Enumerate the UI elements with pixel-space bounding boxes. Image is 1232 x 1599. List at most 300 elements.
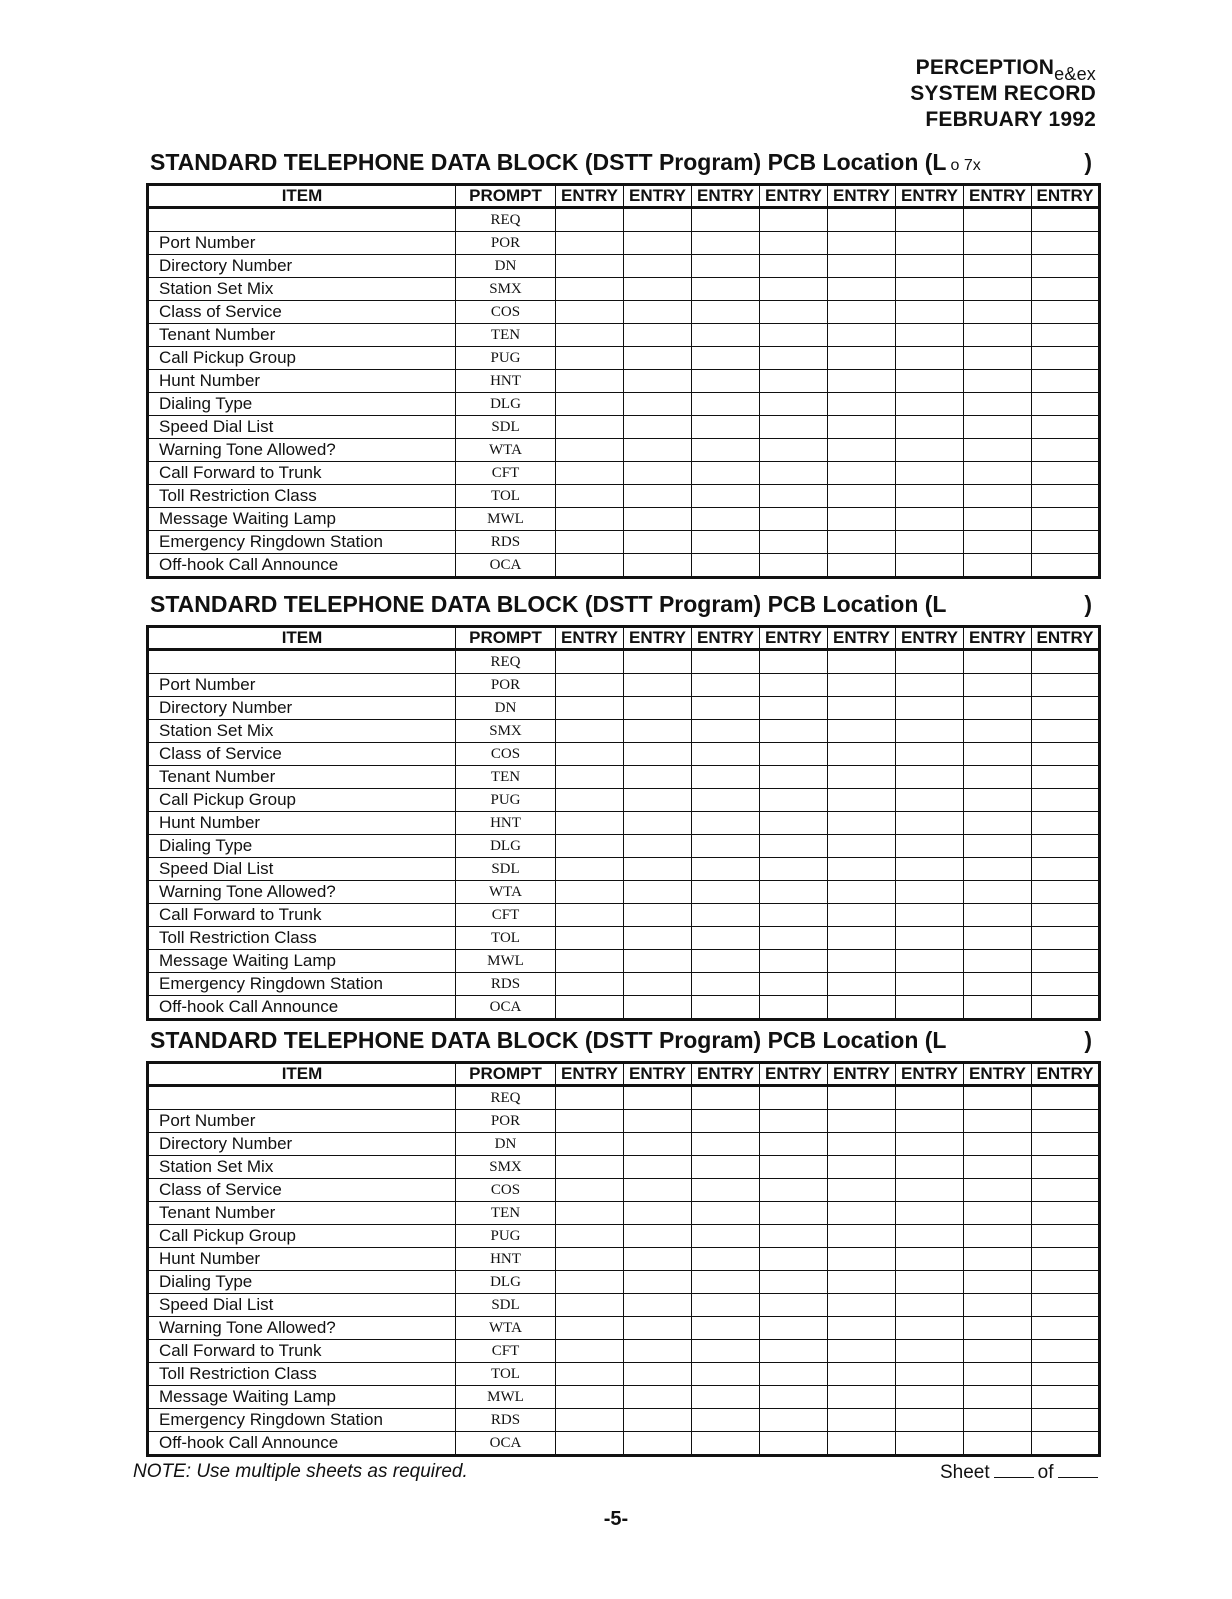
- entry-cell[interactable]: [692, 1248, 760, 1271]
- entry-cell[interactable]: [624, 650, 692, 674]
- entry-cell[interactable]: [556, 1294, 624, 1317]
- entry-cell[interactable]: [556, 301, 624, 324]
- entry-cell[interactable]: [896, 674, 964, 697]
- entry-cell[interactable]: [964, 650, 1032, 674]
- entry-cell[interactable]: [828, 1363, 896, 1386]
- entry-cell[interactable]: [964, 973, 1032, 996]
- entry-cell[interactable]: [1032, 324, 1100, 347]
- entry-cell[interactable]: [964, 812, 1032, 835]
- entry-cell[interactable]: [556, 835, 624, 858]
- entry-cell[interactable]: [896, 462, 964, 485]
- entry-cell[interactable]: [896, 1248, 964, 1271]
- entry-cell[interactable]: [964, 347, 1032, 370]
- entry-cell[interactable]: [760, 881, 828, 904]
- entry-cell[interactable]: [964, 858, 1032, 881]
- entry-cell[interactable]: [692, 508, 760, 531]
- entry-cell[interactable]: [896, 1179, 964, 1202]
- entry-cell[interactable]: [760, 508, 828, 531]
- entry-cell[interactable]: [624, 439, 692, 462]
- entry-cell[interactable]: [692, 858, 760, 881]
- entry-cell[interactable]: [828, 1202, 896, 1225]
- entry-cell[interactable]: [692, 416, 760, 439]
- entry-cell[interactable]: [964, 370, 1032, 393]
- entry-cell[interactable]: [624, 1133, 692, 1156]
- entry-cell[interactable]: [1032, 927, 1100, 950]
- entry-cell[interactable]: [896, 1225, 964, 1248]
- entry-cell[interactable]: [1032, 278, 1100, 301]
- entry-cell[interactable]: [896, 835, 964, 858]
- entry-cell[interactable]: [760, 1317, 828, 1340]
- entry-cell[interactable]: [624, 674, 692, 697]
- entry-cell[interactable]: [556, 439, 624, 462]
- entry-cell[interactable]: [1032, 255, 1100, 278]
- entry-cell[interactable]: [624, 255, 692, 278]
- entry-cell[interactable]: [692, 996, 760, 1020]
- entry-cell[interactable]: [760, 1225, 828, 1248]
- entry-cell[interactable]: [692, 531, 760, 554]
- entry-cell[interactable]: [556, 650, 624, 674]
- entry-cell[interactable]: [1032, 1271, 1100, 1294]
- entry-cell[interactable]: [556, 674, 624, 697]
- entry-cell[interactable]: [760, 697, 828, 720]
- entry-cell[interactable]: [964, 255, 1032, 278]
- entry-cell[interactable]: [964, 904, 1032, 927]
- entry-cell[interactable]: [760, 347, 828, 370]
- entry-cell[interactable]: [828, 720, 896, 743]
- entry-cell[interactable]: [964, 1317, 1032, 1340]
- entry-cell[interactable]: [896, 1133, 964, 1156]
- entry-cell[interactable]: [1032, 996, 1100, 1020]
- entry-cell[interactable]: [624, 416, 692, 439]
- entry-cell[interactable]: [692, 697, 760, 720]
- entry-cell[interactable]: [624, 1086, 692, 1110]
- entry-cell[interactable]: [760, 1294, 828, 1317]
- entry-cell[interactable]: [760, 927, 828, 950]
- entry-cell[interactable]: [692, 904, 760, 927]
- entry-cell[interactable]: [896, 1363, 964, 1386]
- entry-cell[interactable]: [896, 416, 964, 439]
- entry-cell[interactable]: [896, 347, 964, 370]
- entry-cell[interactable]: [760, 439, 828, 462]
- entry-cell[interactable]: [964, 674, 1032, 697]
- entry-cell[interactable]: [964, 462, 1032, 485]
- entry-cell[interactable]: [692, 1271, 760, 1294]
- entry-cell[interactable]: [964, 1363, 1032, 1386]
- entry-cell[interactable]: [1032, 439, 1100, 462]
- entry-cell[interactable]: [1032, 347, 1100, 370]
- entry-cell[interactable]: [1032, 1179, 1100, 1202]
- entry-cell[interactable]: [1032, 835, 1100, 858]
- entry-cell[interactable]: [556, 858, 624, 881]
- entry-cell[interactable]: [896, 927, 964, 950]
- entry-cell[interactable]: [964, 720, 1032, 743]
- entry-cell[interactable]: [964, 1294, 1032, 1317]
- entry-cell[interactable]: [1032, 950, 1100, 973]
- entry-cell[interactable]: [828, 950, 896, 973]
- entry-cell[interactable]: [692, 927, 760, 950]
- entry-cell[interactable]: [1032, 1110, 1100, 1133]
- entry-cell[interactable]: [760, 1432, 828, 1456]
- entry-cell[interactable]: [828, 347, 896, 370]
- entry-cell[interactable]: [1032, 1317, 1100, 1340]
- entry-cell[interactable]: [964, 1271, 1032, 1294]
- entry-cell[interactable]: [760, 812, 828, 835]
- entry-cell[interactable]: [624, 1317, 692, 1340]
- entry-cell[interactable]: [964, 1202, 1032, 1225]
- entry-cell[interactable]: [692, 1386, 760, 1409]
- entry-cell[interactable]: [1032, 508, 1100, 531]
- entry-cell[interactable]: [964, 508, 1032, 531]
- entry-cell[interactable]: [692, 208, 760, 232]
- entry-cell[interactable]: [692, 1363, 760, 1386]
- entry-cell[interactable]: [760, 554, 828, 578]
- entry-cell[interactable]: [692, 1156, 760, 1179]
- entry-cell[interactable]: [964, 1386, 1032, 1409]
- entry-cell[interactable]: [896, 697, 964, 720]
- entry-cell[interactable]: [896, 950, 964, 973]
- entry-cell[interactable]: [556, 1133, 624, 1156]
- entry-cell[interactable]: [624, 462, 692, 485]
- entry-cell[interactable]: [760, 1340, 828, 1363]
- entry-cell[interactable]: [692, 462, 760, 485]
- entry-cell[interactable]: [624, 973, 692, 996]
- entry-cell[interactable]: [624, 720, 692, 743]
- entry-cell[interactable]: [1032, 1363, 1100, 1386]
- entry-cell[interactable]: [828, 324, 896, 347]
- entry-cell[interactable]: [1032, 697, 1100, 720]
- entry-cell[interactable]: [896, 208, 964, 232]
- entry-cell[interactable]: [556, 416, 624, 439]
- entry-cell[interactable]: [760, 1363, 828, 1386]
- entry-cell[interactable]: [896, 720, 964, 743]
- entry-cell[interactable]: [556, 950, 624, 973]
- entry-cell[interactable]: [896, 1409, 964, 1432]
- entry-cell[interactable]: [896, 255, 964, 278]
- entry-cell[interactable]: [1032, 720, 1100, 743]
- entry-cell[interactable]: [760, 232, 828, 255]
- entry-cell[interactable]: [624, 393, 692, 416]
- entry-cell[interactable]: [1032, 554, 1100, 578]
- entry-cell[interactable]: [556, 904, 624, 927]
- entry-cell[interactable]: [692, 743, 760, 766]
- entry-cell[interactable]: [828, 697, 896, 720]
- entry-cell[interactable]: [964, 278, 1032, 301]
- entry-cell[interactable]: [556, 720, 624, 743]
- entry-cell[interactable]: [896, 531, 964, 554]
- entry-cell[interactable]: [1032, 393, 1100, 416]
- entry-cell[interactable]: [760, 1133, 828, 1156]
- entry-cell[interactable]: [760, 904, 828, 927]
- entry-cell[interactable]: [896, 766, 964, 789]
- entry-cell[interactable]: [896, 973, 964, 996]
- entry-cell[interactable]: [760, 416, 828, 439]
- entry-cell[interactable]: [896, 370, 964, 393]
- entry-cell[interactable]: [624, 1156, 692, 1179]
- entry-cell[interactable]: [896, 789, 964, 812]
- entry-cell[interactable]: [556, 789, 624, 812]
- entry-cell[interactable]: [964, 232, 1032, 255]
- entry-cell[interactable]: [828, 1133, 896, 1156]
- entry-cell[interactable]: [964, 835, 1032, 858]
- entry-cell[interactable]: [624, 485, 692, 508]
- entry-cell[interactable]: [760, 650, 828, 674]
- entry-cell[interactable]: [692, 439, 760, 462]
- entry-cell[interactable]: [828, 370, 896, 393]
- entry-cell[interactable]: [828, 1179, 896, 1202]
- entry-cell[interactable]: [828, 996, 896, 1020]
- entry-cell[interactable]: [896, 1110, 964, 1133]
- entry-cell[interactable]: [556, 393, 624, 416]
- entry-cell[interactable]: [556, 1156, 624, 1179]
- entry-cell[interactable]: [692, 1409, 760, 1432]
- entry-cell[interactable]: [1032, 858, 1100, 881]
- entry-cell[interactable]: [1032, 674, 1100, 697]
- entry-cell[interactable]: [556, 881, 624, 904]
- entry-cell[interactable]: [828, 904, 896, 927]
- entry-cell[interactable]: [828, 1294, 896, 1317]
- entry-cell[interactable]: [896, 1386, 964, 1409]
- entry-cell[interactable]: [692, 1202, 760, 1225]
- entry-cell[interactable]: [556, 324, 624, 347]
- entry-cell[interactable]: [556, 1363, 624, 1386]
- entry-cell[interactable]: [692, 393, 760, 416]
- entry-cell[interactable]: [896, 393, 964, 416]
- entry-cell[interactable]: [692, 1086, 760, 1110]
- entry-cell[interactable]: [692, 650, 760, 674]
- entry-cell[interactable]: [896, 812, 964, 835]
- entry-cell[interactable]: [1032, 416, 1100, 439]
- entry-cell[interactable]: [556, 973, 624, 996]
- entry-cell[interactable]: [624, 858, 692, 881]
- entry-cell[interactable]: [624, 812, 692, 835]
- entry-cell[interactable]: [556, 508, 624, 531]
- entry-cell[interactable]: [964, 950, 1032, 973]
- entry-cell[interactable]: [556, 278, 624, 301]
- entry-cell[interactable]: [964, 531, 1032, 554]
- entry-cell[interactable]: [624, 1179, 692, 1202]
- entry-cell[interactable]: [896, 232, 964, 255]
- entry-cell[interactable]: [692, 1179, 760, 1202]
- entry-cell[interactable]: [964, 743, 1032, 766]
- entry-cell[interactable]: [624, 1248, 692, 1271]
- entry-cell[interactable]: [964, 1086, 1032, 1110]
- entry-cell[interactable]: [692, 324, 760, 347]
- entry-cell[interactable]: [556, 462, 624, 485]
- entry-cell[interactable]: [624, 1110, 692, 1133]
- entry-cell[interactable]: [896, 904, 964, 927]
- entry-cell[interactable]: [828, 485, 896, 508]
- entry-cell[interactable]: [896, 1156, 964, 1179]
- entry-cell[interactable]: [692, 1294, 760, 1317]
- entry-cell[interactable]: [760, 996, 828, 1020]
- entry-cell[interactable]: [1032, 531, 1100, 554]
- entry-cell[interactable]: [1032, 881, 1100, 904]
- entry-cell[interactable]: [760, 1086, 828, 1110]
- entry-cell[interactable]: [896, 743, 964, 766]
- entry-cell[interactable]: [556, 766, 624, 789]
- entry-cell[interactable]: [624, 324, 692, 347]
- entry-cell[interactable]: [556, 232, 624, 255]
- entry-cell[interactable]: [692, 881, 760, 904]
- entry-cell[interactable]: [1032, 232, 1100, 255]
- entry-cell[interactable]: [624, 1386, 692, 1409]
- entry-cell[interactable]: [964, 1248, 1032, 1271]
- entry-cell[interactable]: [760, 531, 828, 554]
- entry-cell[interactable]: [760, 208, 828, 232]
- entry-cell[interactable]: [556, 347, 624, 370]
- entry-cell[interactable]: [692, 301, 760, 324]
- entry-cell[interactable]: [1032, 743, 1100, 766]
- entry-cell[interactable]: [828, 858, 896, 881]
- entry-cell[interactable]: [556, 208, 624, 232]
- entry-cell[interactable]: [760, 1409, 828, 1432]
- entry-cell[interactable]: [624, 766, 692, 789]
- entry-cell[interactable]: [828, 278, 896, 301]
- entry-cell[interactable]: [624, 835, 692, 858]
- entry-cell[interactable]: [828, 232, 896, 255]
- entry-cell[interactable]: [556, 1317, 624, 1340]
- entry-cell[interactable]: [896, 508, 964, 531]
- entry-cell[interactable]: [624, 1340, 692, 1363]
- entry-cell[interactable]: [1032, 462, 1100, 485]
- entry-cell[interactable]: [964, 439, 1032, 462]
- entry-cell[interactable]: [828, 812, 896, 835]
- entry-cell[interactable]: [760, 789, 828, 812]
- entry-cell[interactable]: [1032, 1248, 1100, 1271]
- entry-cell[interactable]: [828, 927, 896, 950]
- entry-cell[interactable]: [556, 1340, 624, 1363]
- entry-cell[interactable]: [964, 301, 1032, 324]
- entry-cell[interactable]: [896, 554, 964, 578]
- entry-cell[interactable]: [692, 1317, 760, 1340]
- entry-cell[interactable]: [624, 1271, 692, 1294]
- entry-cell[interactable]: [624, 996, 692, 1020]
- entry-cell[interactable]: [760, 324, 828, 347]
- entry-cell[interactable]: [964, 996, 1032, 1020]
- entry-cell[interactable]: [828, 835, 896, 858]
- entry-cell[interactable]: [964, 485, 1032, 508]
- entry-cell[interactable]: [556, 1432, 624, 1456]
- entry-cell[interactable]: [760, 485, 828, 508]
- entry-cell[interactable]: [828, 393, 896, 416]
- entry-cell[interactable]: [556, 812, 624, 835]
- entry-cell[interactable]: [760, 1248, 828, 1271]
- entry-cell[interactable]: [1032, 766, 1100, 789]
- entry-cell[interactable]: [760, 1386, 828, 1409]
- entry-cell[interactable]: [760, 1202, 828, 1225]
- entry-cell[interactable]: [624, 1409, 692, 1432]
- entry-cell[interactable]: [1032, 208, 1100, 232]
- entry-cell[interactable]: [624, 1225, 692, 1248]
- entry-cell[interactable]: [760, 858, 828, 881]
- entry-cell[interactable]: [828, 1086, 896, 1110]
- entry-cell[interactable]: [760, 393, 828, 416]
- entry-cell[interactable]: [692, 835, 760, 858]
- entry-cell[interactable]: [896, 858, 964, 881]
- entry-cell[interactable]: [1032, 1156, 1100, 1179]
- entry-cell[interactable]: [760, 462, 828, 485]
- entry-cell[interactable]: [828, 208, 896, 232]
- entry-cell[interactable]: [828, 255, 896, 278]
- entry-cell[interactable]: [624, 950, 692, 973]
- entry-cell[interactable]: [828, 1225, 896, 1248]
- entry-cell[interactable]: [556, 1248, 624, 1271]
- entry-cell[interactable]: [556, 1202, 624, 1225]
- entry-cell[interactable]: [828, 743, 896, 766]
- entry-cell[interactable]: [1032, 370, 1100, 393]
- entry-cell[interactable]: [828, 439, 896, 462]
- entry-cell[interactable]: [556, 1086, 624, 1110]
- entry-cell[interactable]: [760, 278, 828, 301]
- entry-cell[interactable]: [828, 766, 896, 789]
- entry-cell[interactable]: [896, 1340, 964, 1363]
- entry-cell[interactable]: [760, 1271, 828, 1294]
- entry-cell[interactable]: [624, 531, 692, 554]
- entry-cell[interactable]: [624, 904, 692, 927]
- entry-cell[interactable]: [556, 1386, 624, 1409]
- entry-cell[interactable]: [964, 324, 1032, 347]
- entry-cell[interactable]: [1032, 1086, 1100, 1110]
- entry-cell[interactable]: [1032, 1409, 1100, 1432]
- entry-cell[interactable]: [624, 301, 692, 324]
- entry-cell[interactable]: [692, 789, 760, 812]
- entry-cell[interactable]: [1032, 650, 1100, 674]
- entry-cell[interactable]: [760, 743, 828, 766]
- entry-cell[interactable]: [692, 485, 760, 508]
- entry-cell[interactable]: [828, 1156, 896, 1179]
- entry-cell[interactable]: [692, 1110, 760, 1133]
- entry-cell[interactable]: [1032, 1133, 1100, 1156]
- entry-cell[interactable]: [556, 1271, 624, 1294]
- entry-cell[interactable]: [964, 208, 1032, 232]
- entry-cell[interactable]: [964, 1340, 1032, 1363]
- entry-cell[interactable]: [964, 1432, 1032, 1456]
- entry-cell[interactable]: [692, 370, 760, 393]
- entry-cell[interactable]: [896, 485, 964, 508]
- entry-cell[interactable]: [760, 720, 828, 743]
- entry-cell[interactable]: [692, 674, 760, 697]
- entry-cell[interactable]: [624, 1294, 692, 1317]
- entry-cell[interactable]: [964, 1225, 1032, 1248]
- entry-cell[interactable]: [964, 1156, 1032, 1179]
- entry-cell[interactable]: [556, 554, 624, 578]
- entry-cell[interactable]: [556, 255, 624, 278]
- entry-cell[interactable]: [828, 1409, 896, 1432]
- entry-cell[interactable]: [896, 1086, 964, 1110]
- entry-cell[interactable]: [624, 1363, 692, 1386]
- entry-cell[interactable]: [692, 1133, 760, 1156]
- entry-cell[interactable]: [556, 1225, 624, 1248]
- entry-cell[interactable]: [556, 1110, 624, 1133]
- entry-cell[interactable]: [556, 697, 624, 720]
- entry-cell[interactable]: [556, 1409, 624, 1432]
- entry-cell[interactable]: [896, 324, 964, 347]
- entry-cell[interactable]: [760, 1179, 828, 1202]
- entry-cell[interactable]: [828, 674, 896, 697]
- entry-cell[interactable]: [964, 697, 1032, 720]
- entry-cell[interactable]: [692, 232, 760, 255]
- entry-cell[interactable]: [964, 554, 1032, 578]
- entry-cell[interactable]: [964, 927, 1032, 950]
- entry-cell[interactable]: [828, 1271, 896, 1294]
- entry-cell[interactable]: [692, 766, 760, 789]
- entry-cell[interactable]: [624, 743, 692, 766]
- entry-cell[interactable]: [624, 232, 692, 255]
- entry-cell[interactable]: [1032, 789, 1100, 812]
- entry-cell[interactable]: [1032, 1225, 1100, 1248]
- entry-cell[interactable]: [964, 766, 1032, 789]
- entry-cell[interactable]: [964, 1179, 1032, 1202]
